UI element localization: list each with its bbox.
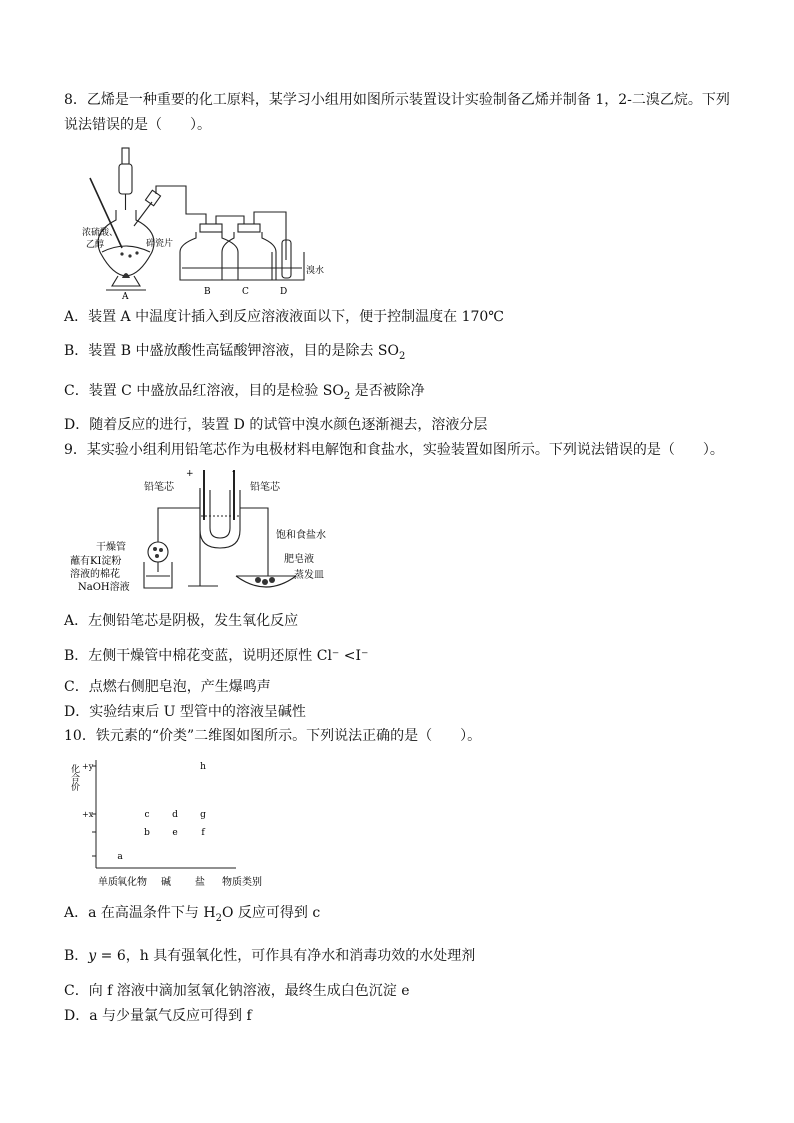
- minus-sign: -: [232, 468, 236, 477]
- q8-option-d[interactable]: D．随着反应的进行，装置 D 的试管中溴水颜色逐渐褪去，溶液分层: [64, 417, 488, 433]
- letter-c: C: [242, 287, 249, 297]
- q9-option-d[interactable]: D．实验结束后 U 型管中的溶液呈碱性: [64, 704, 306, 720]
- label-chips: 碎瓷片: [146, 239, 174, 249]
- plus-sign: +: [186, 469, 194, 479]
- y-tick-x: +x: [82, 810, 94, 819]
- cotton-label-1: 蘸有KI淀粉: [70, 556, 122, 567]
- y-axis-label: 化合价: [69, 764, 79, 791]
- right-electrode-label: 铅笔芯: [250, 482, 280, 493]
- soap-label: 肥皂液: [284, 554, 314, 565]
- q8-stem: 8．乙烯是一种重要的化工原料，某学习小组用如图所示装置设计实验制备乙烯并制备 1，2-二溴乙烷。下列说法错误的是（ ）。: [64, 92, 730, 133]
- point-g: g: [200, 810, 206, 820]
- letter-d: D: [280, 287, 288, 297]
- point-b: b: [144, 828, 150, 838]
- left-electrode-label: 铅笔芯: [144, 482, 174, 493]
- point-e: e: [172, 828, 178, 838]
- y-tick-y: +y: [82, 762, 94, 771]
- q9-option-b[interactable]: B．左侧干燥管中棉花变蓝，说明还原性 Cl⁻ <I⁻: [64, 648, 369, 664]
- point-d: d: [172, 810, 178, 820]
- x-axis-label: 物质类别: [222, 877, 262, 888]
- q10-option-c[interactable]: C．向 f 溶液中滴加氢氧化钠溶液，最终生成白色沉淀 e: [64, 983, 410, 999]
- x-category-label: 碱: [161, 877, 171, 888]
- q8-option-c[interactable]: C．装置 C 中盛放品红溶液，目的是检验 $SO_2$ 是否被除净: [64, 383, 425, 402]
- letter-b: B: [204, 287, 211, 297]
- x-category-label: 氧化物: [117, 877, 147, 888]
- x-category-label: 单质: [98, 877, 118, 888]
- valence-class-chart: [68, 752, 288, 892]
- q10-option-d[interactable]: D．a 与少量氯气反应可得到 f: [64, 1008, 252, 1024]
- q8-apparatus-figure: [82, 140, 332, 300]
- dish-label: 蒸发皿: [294, 570, 324, 581]
- point-f: f: [201, 828, 205, 838]
- q9-option-a[interactable]: A．左侧铅笔芯是阴极，发生氧化反应: [64, 613, 299, 629]
- q9-electrolysis-figure: [70, 468, 350, 598]
- q9-option-c[interactable]: C．点燃右侧肥皂泡，产生爆鸣声: [64, 679, 271, 695]
- q8-option-b[interactable]: B．装置 B 中盛放酸性高锰酸钾溶液，目的是除去 $SO_2$: [64, 343, 406, 362]
- point-a: a: [117, 852, 123, 862]
- cotton-label-2: 溶液的棉花: [70, 569, 120, 580]
- x-category-label: 盐: [195, 877, 205, 888]
- drying-tube-label: 干燥管: [96, 542, 126, 553]
- label-ethanol: 乙醇: [86, 240, 105, 250]
- point-c: c: [144, 810, 150, 820]
- label-acid: 浓硫酸、: [82, 228, 119, 238]
- label-bromine: 溴水: [306, 266, 325, 276]
- q8-option-a[interactable]: A．装置 A 中温度计插入到反应溶液液面以下，便于控制温度在 170℃: [64, 309, 504, 325]
- q10-option-a[interactable]: A．a 在高温条件下与 $H_2O$ 反应可得到 c: [64, 905, 321, 924]
- naoh-label: NaOH溶液: [78, 582, 130, 593]
- q9-stem: 9．某实验小组利用铅笔芯作为电极材料电解饱和食盐水，实验装置如图所示。下列说法错误的是（ ）。: [64, 442, 724, 458]
- brine-label: 饱和食盐水: [276, 530, 326, 541]
- q10-stem: 10．铁元素的“价类”二维图如图所示。下列说法正确的是（ ）。: [64, 728, 482, 744]
- letter-a: A: [122, 292, 129, 300]
- q10-option-b[interactable]: B．y = 6，h 具有强氧化性，可作具有净水和消毒功效的水处理剂: [64, 948, 476, 964]
- point-h: h: [200, 762, 206, 772]
